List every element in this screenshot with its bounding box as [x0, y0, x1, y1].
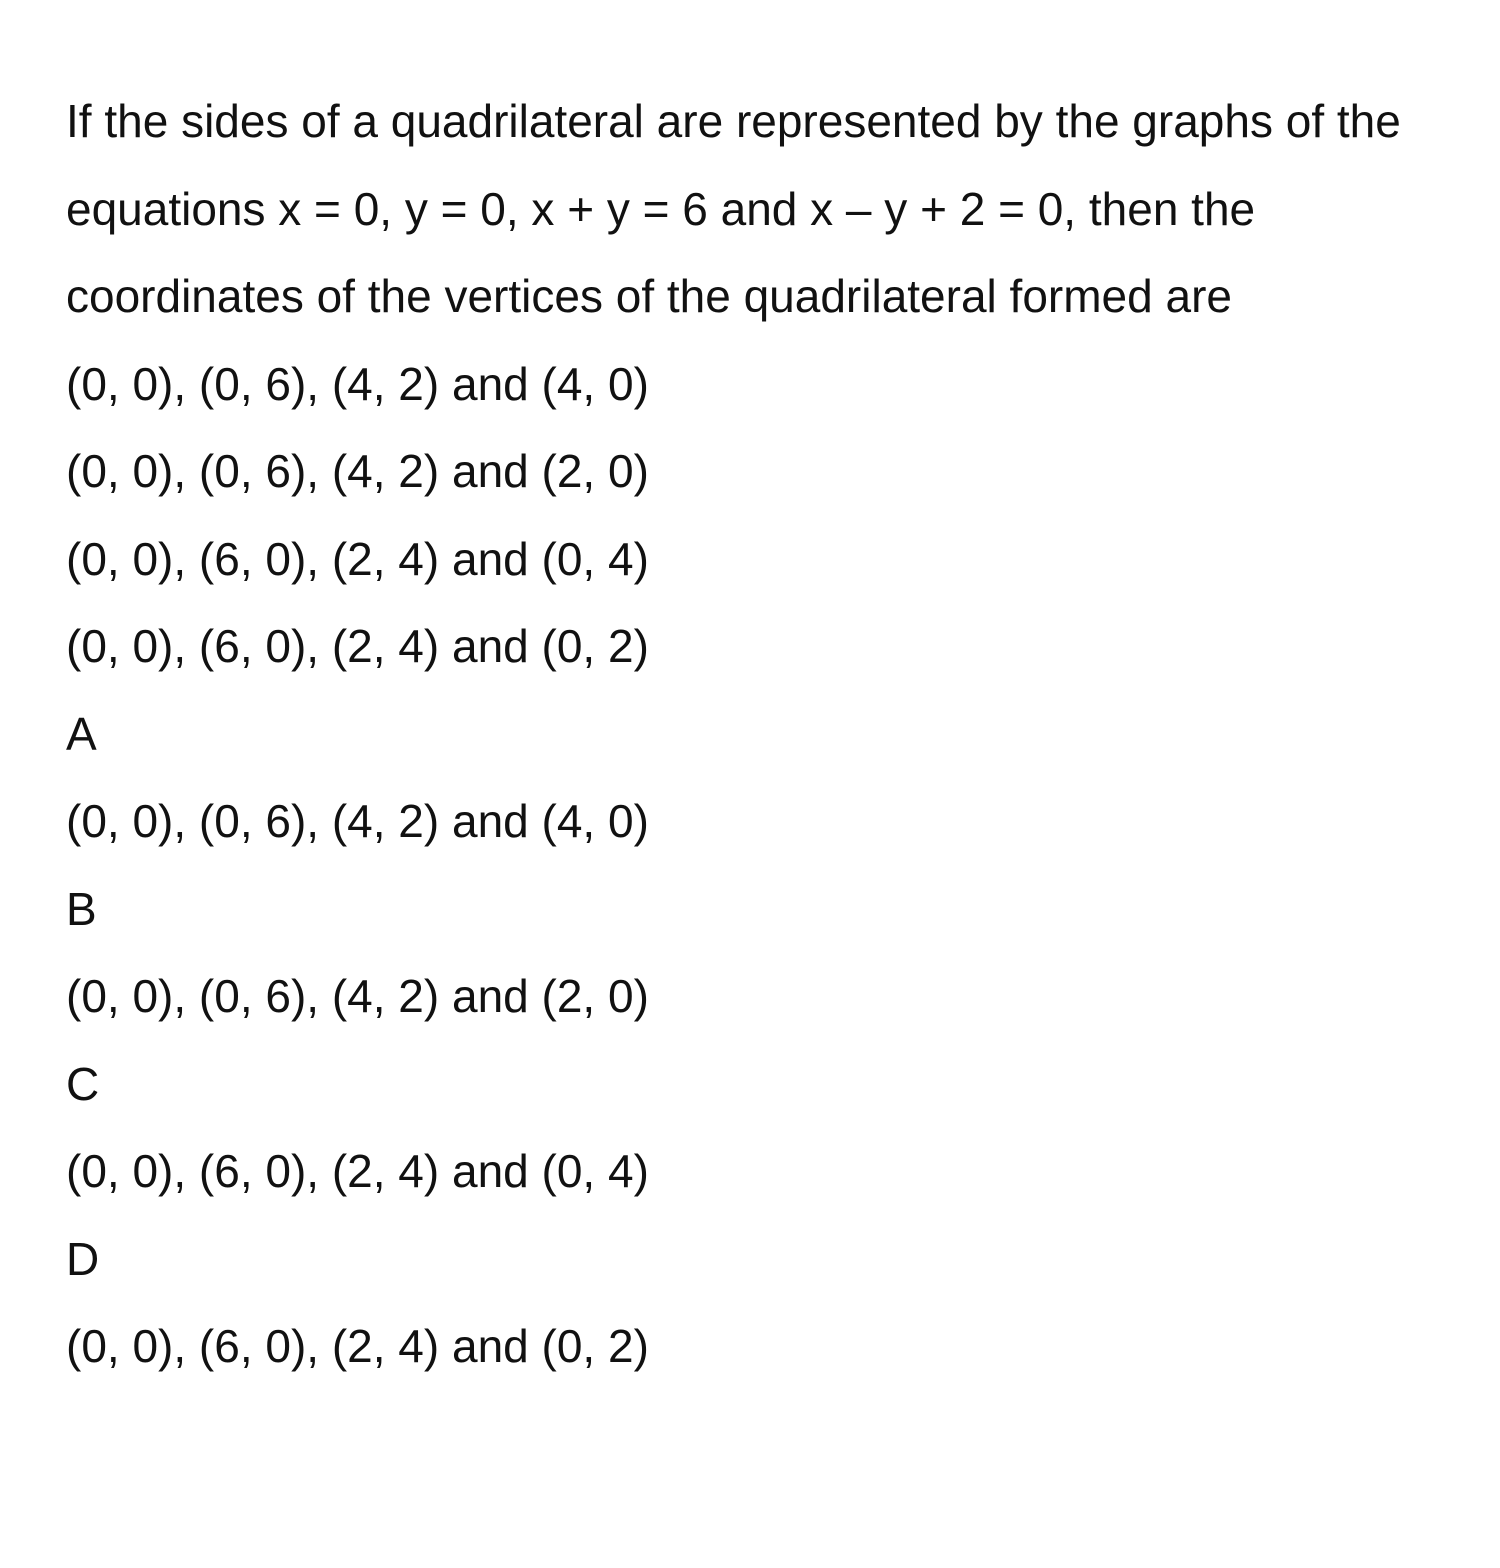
option-d[interactable] [66, 1216, 1446, 1391]
option-c-text: (0, 0), (6, 0), (2, 4) and (0, 4) [66, 1145, 649, 1197]
question-text: If the sides of a quadrilateral are represented by the graphs of the equations x = 0, y = 0, x + y = 6 and x – y + 2 = 0, then the coordinates of the vertices of the quadrilateral formed are [66, 95, 1401, 322]
option-c[interactable] [66, 1041, 1446, 1216]
options-labeled-list [66, 691, 1446, 1391]
option-c-letter: C [66, 1057, 100, 1110]
option-a-letter: A [66, 707, 97, 760]
option-plain-2: (0, 0), (0, 6), (4, 2) and (2, 0) [66, 445, 649, 497]
option-a[interactable] [66, 691, 1446, 866]
option-plain-1: (0, 0), (0, 6), (4, 2) and (4, 0) [66, 357, 649, 410]
option-a-text: (0, 0), (0, 6), (4, 2) and (4, 0) [66, 795, 649, 847]
option-b[interactable] [66, 866, 1446, 1041]
option-b-letter: B [66, 882, 97, 935]
options-plain-list [66, 341, 1446, 691]
option-plain-3: (0, 0), (6, 0), (2, 4) and (0, 4) [66, 532, 649, 585]
option-d-letter: D [66, 1232, 100, 1285]
document-body [66, 78, 1446, 1391]
option-d-text: (0, 0), (6, 0), (2, 4) and (0, 2) [66, 1320, 649, 1372]
option-b-text: (0, 0), (0, 6), (4, 2) and (2, 0) [66, 970, 649, 1022]
option-plain-4: (0, 0), (6, 0), (2, 4) and (0, 2) [66, 620, 649, 672]
